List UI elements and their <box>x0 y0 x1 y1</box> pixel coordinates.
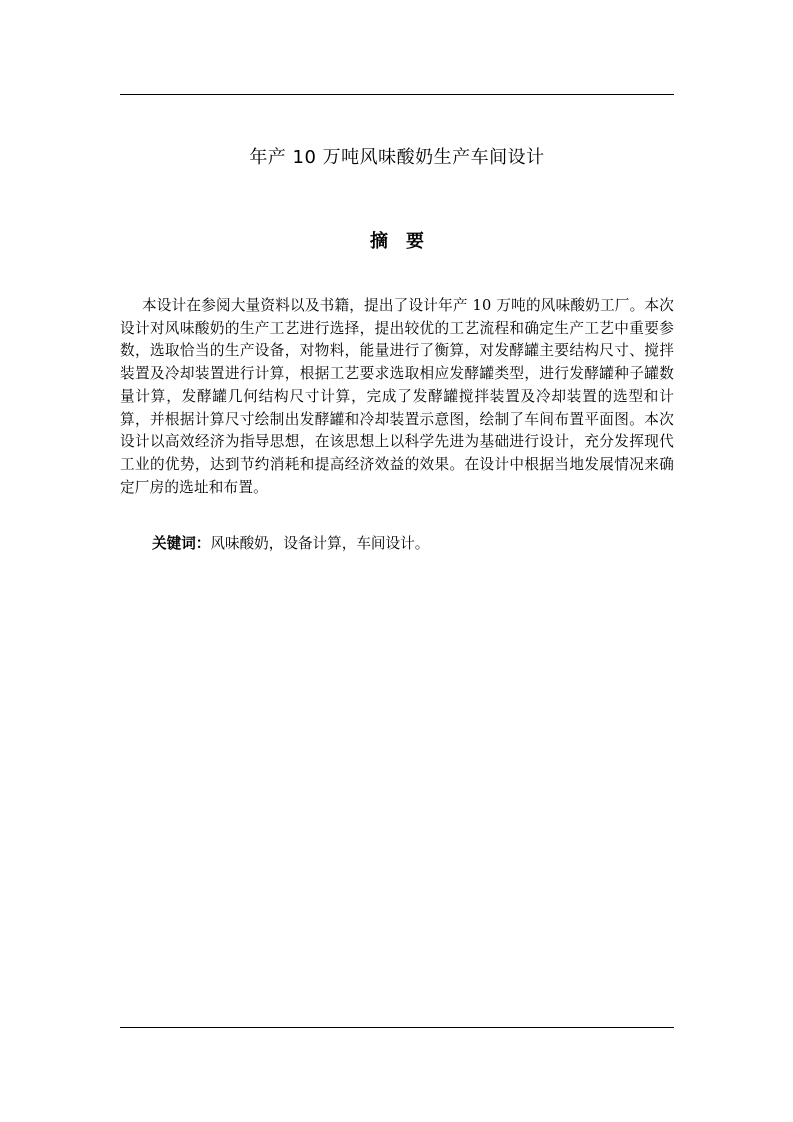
document-title: 年产 10 万吨风味酸奶生产车间设计 <box>249 147 545 168</box>
keywords-label: 关键词： <box>152 535 211 552</box>
keywords-line <box>152 533 674 555</box>
abstract-body: 本设计在参阅大量资料以及书籍，提出了设计年产 10 万吨的风味酸奶工厂。本次设计对风味酸奶的生产工艺进行选择，提出较优的工艺流程和确定生产工艺中重要参数，选取恰当的生产设备，对物料，能量进行了衡算，对发酵罐主要结构尺寸、搅拌装置及冷却装置进行计算，根据工艺要求选取相应发酵罐类型，进行发酵罐种子罐数量计算，发酵罐几何结构尺寸计算，完成了发酵罐搅拌装置及冷却装置的选型和计算，并根据计算尺寸绘制出发酵罐和冷却装置示意图，绘制了车间布置平面图。本次设计以高效经济为指导思想，在该思想上以科学先进为基础进行设计，充分发挥现代工业的优势，达到节约消耗和提高经济效益的效果。在设计中根据当地发展情况来确定厂房的选址和布置。 <box>120 297 674 496</box>
header-rule <box>120 94 674 95</box>
footer-rule <box>120 1027 674 1028</box>
abstract-heading: 摘要 <box>370 231 442 252</box>
keywords-text: 风味酸奶，设备计算，车间设计。 <box>210 535 430 552</box>
